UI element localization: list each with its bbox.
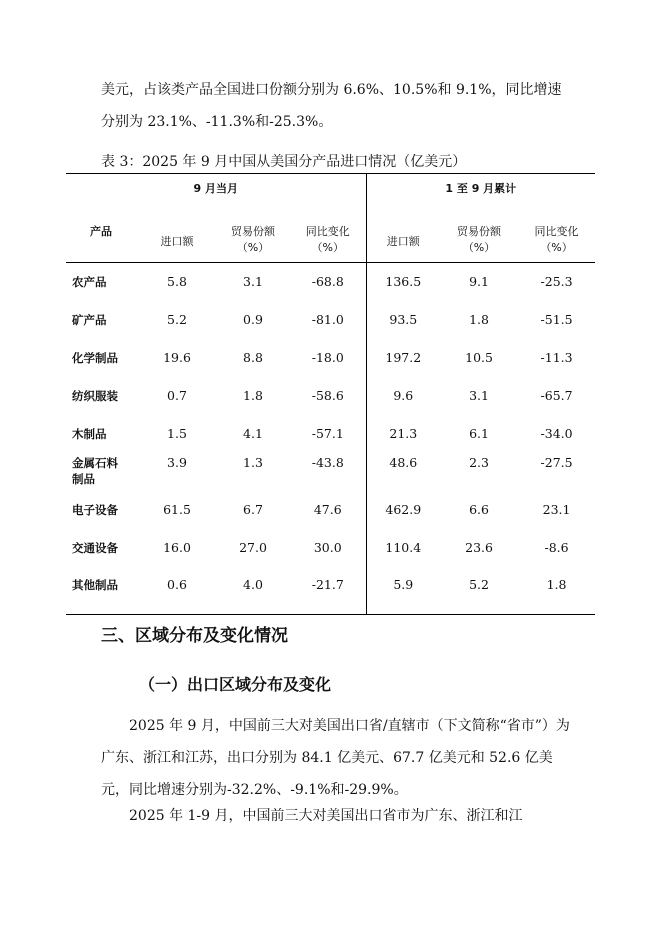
cell-c-import: 5.9 xyxy=(366,567,440,615)
row-product: 其他制品 xyxy=(72,577,118,592)
column-header-row xyxy=(66,220,595,263)
row-product: 电子设备 xyxy=(72,502,118,517)
cell-m-yoy: -68.8 xyxy=(311,274,344,290)
table-row xyxy=(66,453,595,491)
cell-c-yoy: -65.7 xyxy=(540,388,573,403)
table-caption: 表 3：2025 年 9 月中国从美国分产品进口情况（亿美元） xyxy=(101,154,467,170)
cell-c-share: 6.6 xyxy=(469,502,489,517)
row-product: 农产品 xyxy=(72,274,107,289)
table-row xyxy=(66,491,595,529)
cell-m-share: 8.8 xyxy=(243,350,263,365)
col-monthly-share: 贸易份额（%） xyxy=(216,220,290,263)
table-row xyxy=(66,377,595,415)
cell-m-yoy: -18.0 xyxy=(311,350,344,365)
cell-c-share: 9.1 xyxy=(469,274,489,290)
cell-m-import: 3.9 xyxy=(167,454,187,470)
table-row xyxy=(66,567,595,615)
table-row xyxy=(66,415,595,453)
cell-m-share: 27.0 xyxy=(239,540,267,555)
cell-c-import: 9.6 xyxy=(366,377,440,415)
cell-m-yoy: -43.8 xyxy=(311,454,344,470)
col-cumulative-yoy: 同比变化（%） xyxy=(518,220,595,263)
cell-c-yoy: 23.1 xyxy=(542,502,571,517)
cell-c-yoy: -51.5 xyxy=(540,312,573,327)
cell-m-import: 1.5 xyxy=(167,426,187,441)
cell-m-share: 3.1 xyxy=(243,274,263,290)
cell-c-yoy: -34.0 xyxy=(540,426,573,441)
cell-m-import: 5.2 xyxy=(167,312,187,327)
cell-c-import: 197.2 xyxy=(366,339,440,377)
row-product: 纺织服装 xyxy=(72,388,118,403)
cell-m-share: 0.9 xyxy=(243,312,263,327)
intro-paragraph: 美元，占该类产品全国进口份额分别为 6.6%、10.5%和 9.1%，同比增速分别为 23.1%、-11.3%和-25.3%。 xyxy=(101,82,562,130)
cell-c-import: 136.5 xyxy=(366,263,440,301)
cell-m-share: 6.7 xyxy=(243,502,263,517)
cell-m-import: 0.7 xyxy=(167,388,187,403)
table-row xyxy=(66,301,595,339)
row-product: 木制品 xyxy=(72,426,107,441)
row-product: 金属石料制品 xyxy=(72,455,118,486)
region-paragraph-1: 2025 年 9 月，中国前三大对美国出口省/直辖市（下文简称“省市”）为广东、浙江和江苏，出口分别为 84.1 亿美元、67.7 亿美元和 52.6 亿美元，同比增速分别为-32.2%、-9.1%和-29.9%。 xyxy=(101,718,570,798)
col-product: 产品 xyxy=(66,220,138,263)
cell-m-import: 5.8 xyxy=(167,274,187,290)
table-row xyxy=(66,263,595,301)
group-header-row xyxy=(66,174,595,221)
table-row xyxy=(66,339,595,377)
cell-c-import: 93.5 xyxy=(366,301,440,339)
cell-m-yoy: -57.1 xyxy=(311,426,344,441)
cell-c-yoy: -25.3 xyxy=(540,274,573,290)
cell-m-yoy: -81.0 xyxy=(311,312,344,327)
cell-m-yoy: 30.0 xyxy=(313,540,342,555)
cell-c-share: 10.5 xyxy=(465,350,493,365)
section-heading: 三、区域分布及变化情况 xyxy=(101,626,288,646)
cell-c-share: 23.6 xyxy=(465,540,493,555)
col-cumulative-share: 贸易份额（%） xyxy=(440,220,518,263)
cell-c-yoy: -27.5 xyxy=(540,454,573,470)
cell-m-import: 0.6 xyxy=(167,576,187,592)
cell-m-yoy: 47.6 xyxy=(313,502,342,517)
subsection-heading: （一）出口区域分布及变化 xyxy=(139,675,332,694)
cell-c-yoy: -11.3 xyxy=(540,350,573,365)
group-cumulative-header: 1 至 9 月累计 xyxy=(366,174,595,221)
cell-m-share: 1.3 xyxy=(243,454,263,470)
cell-m-yoy: -58.6 xyxy=(311,388,344,403)
import-table xyxy=(66,173,595,615)
cell-c-share: 2.3 xyxy=(469,454,489,470)
cell-m-import: 16.0 xyxy=(163,540,191,555)
region-paragraph-2: 2025 年 1-9 月，中国前三大对美国出口省市为广东、浙江和江 xyxy=(129,808,523,824)
cell-m-import: 61.5 xyxy=(163,502,191,517)
cell-c-share: 5.2 xyxy=(469,576,489,592)
cell-c-share: 6.1 xyxy=(469,426,489,441)
col-monthly-yoy: 同比变化（%） xyxy=(290,220,366,263)
table-body xyxy=(66,263,595,615)
cell-c-import: 21.3 xyxy=(366,415,440,453)
row-product: 化学制品 xyxy=(72,350,118,365)
cell-m-share: 1.8 xyxy=(243,388,263,403)
cell-c-yoy: 1.8 xyxy=(546,576,567,592)
group-monthly-header: 9 月当月 xyxy=(193,182,239,195)
row-product: 矿产品 xyxy=(72,312,107,327)
cell-c-import: 48.6 xyxy=(366,453,440,491)
cell-c-share: 1.8 xyxy=(469,312,489,327)
cell-m-share: 4.0 xyxy=(243,576,263,592)
cell-m-yoy: -21.7 xyxy=(311,576,344,592)
row-product: 交通设备 xyxy=(72,540,118,555)
cell-m-share: 4.1 xyxy=(243,426,263,441)
table-row xyxy=(66,529,595,567)
cell-c-import: 110.4 xyxy=(366,529,440,567)
cell-c-import: 462.9 xyxy=(366,491,440,529)
col-cumulative-import: 进口额 xyxy=(366,220,440,263)
cell-c-yoy: -8.6 xyxy=(544,540,569,555)
col-monthly-import: 进口额 xyxy=(138,220,216,263)
cell-m-import: 19.6 xyxy=(163,350,191,365)
cell-c-share: 3.1 xyxy=(469,388,489,403)
